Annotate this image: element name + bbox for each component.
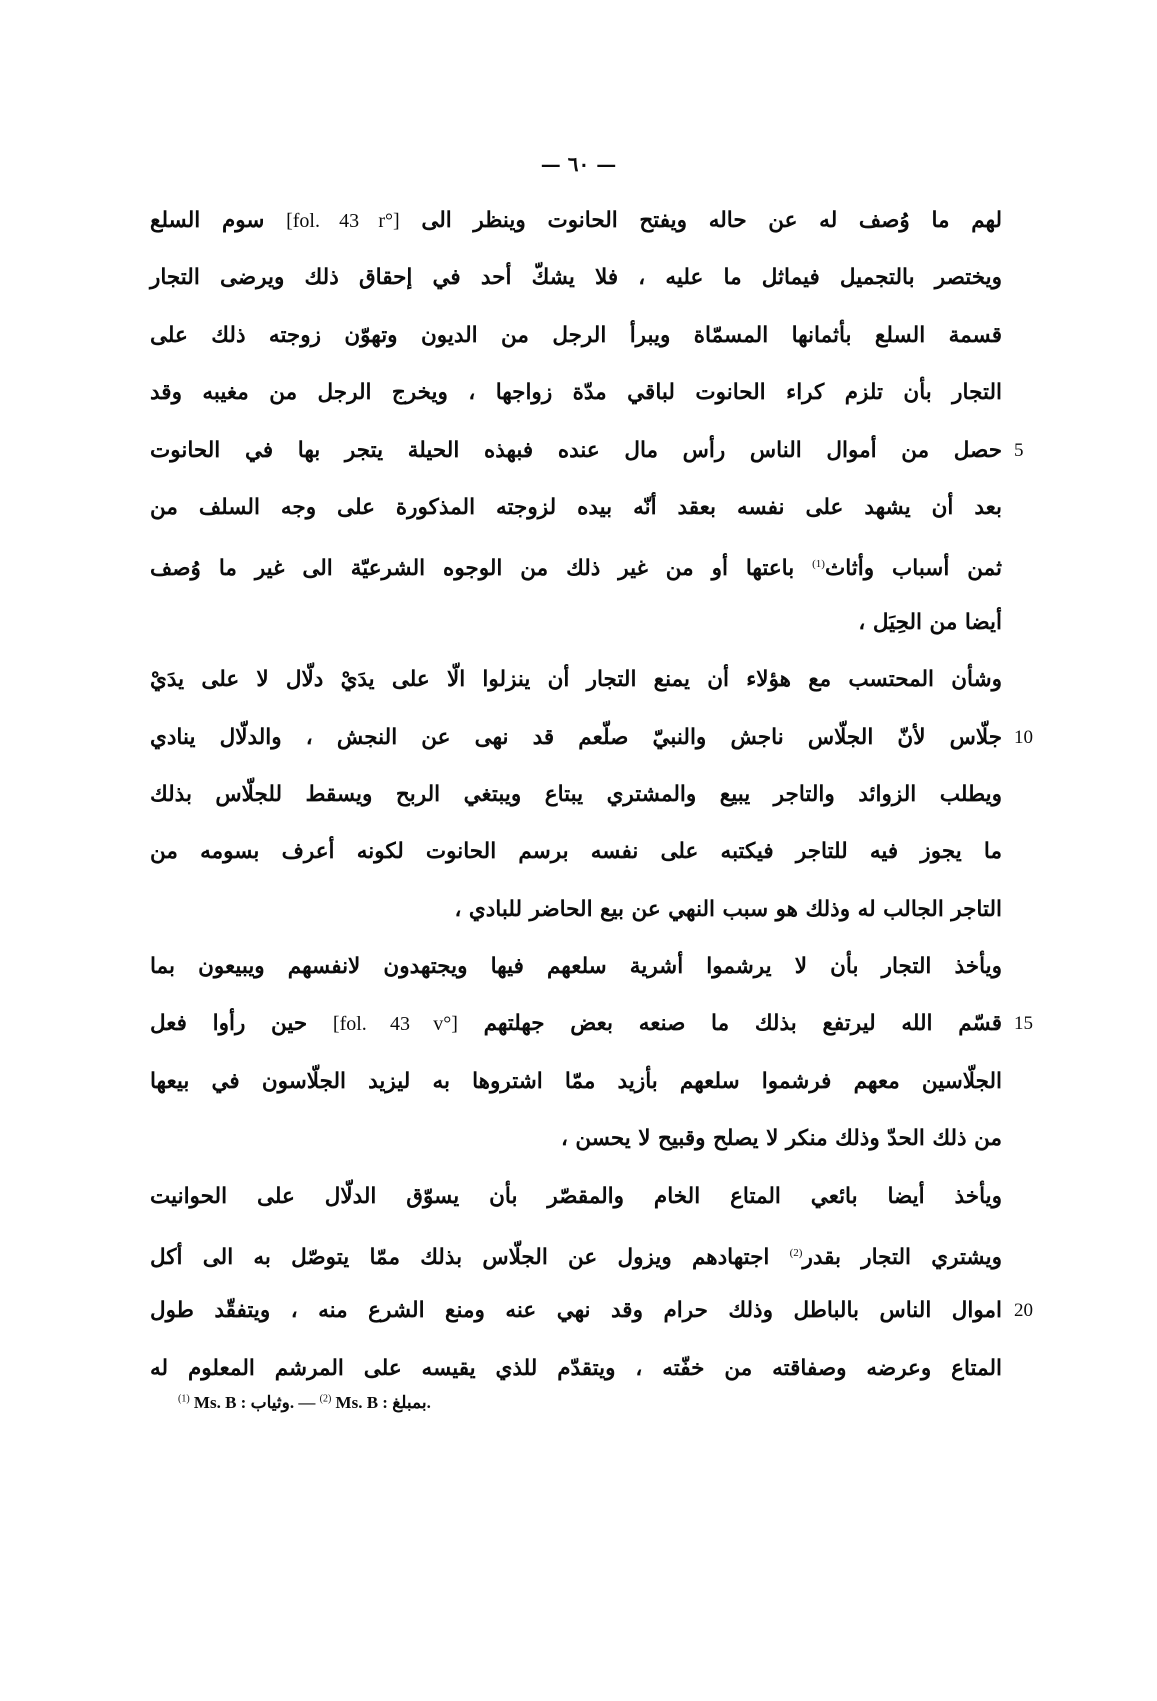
text-line xyxy=(150,1110,1002,1167)
footnote-reference: (2) xyxy=(789,1247,803,1260)
text-line xyxy=(150,709,1033,766)
line-text: اموال الناس بالباطل وذلك حرام وقد نهي عنه ومنع الشرع منه ، ويتفقّد طول xyxy=(150,1298,1002,1324)
footnote-2-variant: بمبلغ xyxy=(392,1393,427,1412)
line-number: 10 xyxy=(1014,726,1033,748)
text-line xyxy=(150,536,1002,593)
text-line xyxy=(150,594,1002,651)
line-text: ويشتري التجار بقدر xyxy=(802,1245,1002,1271)
text-line xyxy=(150,1225,1002,1282)
text-line xyxy=(150,1168,1002,1225)
line-number: 20 xyxy=(1014,1300,1033,1322)
text-line xyxy=(150,651,1002,708)
line-text: من ذلك الحدّ وذلك منكر لا يصلح وقبيح لا يحسن ، xyxy=(560,1126,1002,1152)
line-text: قسمة السلع بأثمانها المسمّاة ويبرأ الرجل من الديون وتهوّن زوجته ذلك على xyxy=(150,322,1002,348)
line-text: التاجر الجالب له وذلك هو سبب النهي عن بيع الحاضر للبادي ، xyxy=(454,896,1002,922)
text-line xyxy=(150,1053,1002,1110)
page-number: — ٦٠ — xyxy=(540,152,617,176)
footnote-reference: (1) xyxy=(812,558,825,571)
line-text: سوم السلع xyxy=(150,208,287,233)
text-line xyxy=(150,192,1002,249)
body-text xyxy=(150,192,1033,1397)
line-text: باعتها أو من غير ذلك من الوجوه الشرعيّة الى غير ما وُصف xyxy=(150,556,813,582)
footnote-1-source: Ms. B : xyxy=(193,1393,251,1412)
footnote-marker-2: (2) xyxy=(319,1393,332,1405)
footnote-marker-1: (1) xyxy=(178,1393,190,1405)
text-line xyxy=(150,881,1002,938)
line-text: جلّاس لأنّ الجلّاس ناجش والنبيّ صلّعم قد نهى عن النجش ، والدلّال ينادي xyxy=(150,724,1002,750)
text-line xyxy=(150,364,1002,421)
footnote-end: . xyxy=(426,1393,431,1412)
text-line xyxy=(150,766,1002,823)
text-line xyxy=(150,995,1033,1052)
line-text: ويأخذ التجار بأن لا يرشموا أشرية سلعهم فيها ويجتهدون لانفسهم ويبيعون بما xyxy=(150,954,1002,980)
text-line xyxy=(150,307,1002,364)
text-line xyxy=(150,249,1002,306)
text-line xyxy=(150,1340,1002,1397)
line-text: ثمن أسباب وأثاث xyxy=(824,556,1003,582)
footnote-2-source: Ms. B : xyxy=(335,1393,393,1412)
footnotes xyxy=(178,1393,431,1413)
folio-reference: [fol. 43 v°] xyxy=(332,1013,458,1036)
line-text: أيضا من الحِيَل ، xyxy=(858,609,1002,635)
line-text: المتاع وعرضه وصفاقته من خفّته ، ويتقدّم للذي يقيسه على المرشم المعلوم له xyxy=(150,1355,1002,1381)
text-line xyxy=(150,938,1002,995)
line-text: ويأخذ أيضا بائعي المتاع الخام والمقصّر بأن يسوّق الدلّال على الحوانيت xyxy=(150,1183,1002,1209)
text-line xyxy=(150,823,1002,880)
footnote-separator: . — xyxy=(289,1393,320,1412)
line-text: ويختصر بالتجميل فيماثل ما عليه ، فلا يشكّ أحد في إحقاق ذلك ويرضى التجار xyxy=(150,265,1002,291)
folio-reference: [fol. 43 r°] xyxy=(286,210,400,232)
text-line xyxy=(150,422,1024,479)
line-text: حصل من أموال الناس رأس مال عنده فبهذه الحيلة يتجر بها في الحانوت xyxy=(150,437,1002,463)
line-text: التجار بأن تلزم كراء الحانوت لباقي مدّة زواجها ، ويخرج الرجل من مغيبه وقد xyxy=(150,380,1002,406)
line-text: ما يجوز فيه للتاجر فيكتبه على نفسه برسم الحانوت لكونه أعرف بسومه من xyxy=(150,839,1002,865)
line-number: 15 xyxy=(1014,1013,1033,1035)
line-text: حين رأوا فعل xyxy=(150,1011,333,1037)
text-line xyxy=(150,479,1002,536)
line-text: وشأن المحتسب مع هؤلاء أن يمنع التجار أن ينزلوا الّا على يدَيْ دلّال لا على يدَيْ xyxy=(150,667,1002,693)
line-text: اجتهادهم ويزول عن الجلّاس بذلك ممّا يتوصّل به الى أكل xyxy=(150,1245,790,1271)
line-text: لهم ما وُصف له عن حاله ويفتح الحانوت وينظر الى xyxy=(399,208,1003,233)
line-text: ويطلب الزوائد والتاجر يبيع والمشتري يبتاع ويبتغي الربح ويسقط للجلّاس بذلك xyxy=(150,781,1002,807)
text-line xyxy=(150,1282,1033,1339)
line-text: بعد أن يشهد على نفسه بعقد أنّه بيده لزوجته المذكورة على وجه السلف من xyxy=(150,494,1002,520)
line-number: 5 xyxy=(1014,439,1024,461)
line-text: الجلّاسين معهم فرشموا سلعهم بأزيد ممّا اشتروها به ليزيد الجلّاسون في بيعها xyxy=(150,1068,1002,1094)
line-text: قسّم الله ليرتفع بذلك ما صنعه بعض جهلتهم xyxy=(457,1011,1002,1037)
footnote-1-variant: وثياب xyxy=(250,1393,290,1412)
